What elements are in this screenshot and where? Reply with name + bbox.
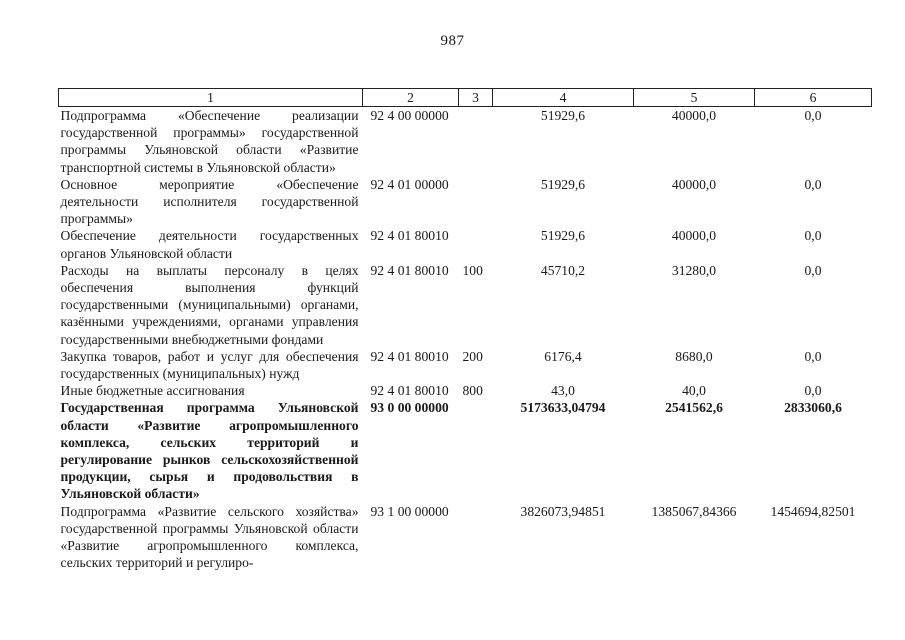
row-code: 93 0 00 00000	[370, 400, 449, 416]
row-value-3: 0,0	[804, 348, 822, 364]
row-expense-type	[459, 227, 493, 261]
table-row-program	[59, 399, 872, 502]
page-number: 987	[440, 33, 465, 49]
row-value-2: 40000,0	[671, 108, 717, 123]
row-expense-type: 800	[462, 383, 483, 399]
row-name: Основное мероприятие «Обеспечение деятельности исполнителя государственной программы»	[60, 176, 359, 227]
row-expense-type	[459, 107, 493, 176]
row-value-1: 43,0	[551, 383, 575, 399]
header-col-1: 1	[59, 89, 363, 107]
row-name: Подпрограмма «Развитие сельского хозяйства» государственной программы Ульяновской области «Развитие агропромышленного комплекса, сельских территорий и регулиро-	[60, 503, 359, 571]
row-name: Государственная программа Ульяновской области «Развитие агропромышленного комплекса, сельских территорий и регулирование рынков сельскохозяйственной продукции, сырья и продовольствия в Ульяновской области»	[60, 400, 359, 502]
row-name: Подпрограмма «Обеспечение реализации государственной программы» государственной программы Ульяновской области «Развитие транспортной системы в Ульяновской области»	[60, 108, 359, 175]
row-value-3: 1454694,82501	[770, 503, 856, 519]
row-name: Иные бюджетные ассигнования	[60, 383, 245, 399]
row-value-2: 40000,0	[671, 228, 717, 244]
row-value-3: 2833060,6	[784, 400, 842, 416]
row-value-3: 0,0	[804, 108, 822, 123]
row-expense-type	[459, 503, 493, 572]
row-value-2: 40,0	[682, 383, 706, 399]
table-row	[59, 382, 872, 399]
table-row	[59, 227, 872, 261]
header-col-2: 2	[363, 89, 459, 107]
table-row	[59, 107, 872, 176]
row-value-2: 8680,0	[675, 348, 713, 364]
row-value-1: 6176,4	[544, 348, 582, 364]
row-expense-type: 200	[462, 348, 483, 364]
row-name: Закупка товаров, работ и услуг для обеспечения государственных (муниципальных) нужд	[60, 348, 359, 382]
header-col-6: 6	[755, 89, 872, 107]
row-value-2: 40000,0	[671, 176, 717, 192]
table-row	[59, 348, 872, 382]
table-row	[59, 262, 872, 348]
row-code: 92 4 01 80010	[370, 383, 449, 399]
row-code: 92 4 00 00000	[370, 108, 449, 123]
header-col-4: 4	[493, 89, 634, 107]
budget-table	[58, 88, 872, 571]
row-code: 92 4 01 80010	[370, 348, 449, 364]
row-value-1: 51929,6	[540, 228, 586, 244]
row-expense-type	[459, 176, 493, 228]
row-expense-type	[459, 399, 493, 502]
row-value-3: 0,0	[804, 383, 822, 399]
row-value-3: 0,0	[804, 262, 822, 278]
row-expense-type: 100	[462, 262, 483, 278]
header-col-3: 3	[459, 89, 493, 107]
header-col-5: 5	[634, 89, 755, 107]
row-code: 92 4 01 00000	[370, 176, 449, 192]
row-value-1: 51929,6	[540, 108, 586, 123]
row-name: Обеспечение деятельности государственных органов Ульяновской области	[60, 228, 359, 261]
row-code: 92 4 01 80010	[370, 228, 449, 244]
row-code: 92 4 01 80010	[370, 262, 449, 278]
row-value-3: 0,0	[804, 228, 822, 244]
row-value-3: 0,0	[804, 176, 822, 192]
table-row	[59, 176, 872, 228]
row-value-1: 3826073,94851	[520, 503, 606, 519]
row-code: 93 1 00 00000	[370, 503, 449, 519]
row-value-1: 51929,6	[540, 176, 586, 192]
row-name: Расходы на выплаты персоналу в целях обеспечения выполнения функций государственными (муниципальными) органами, казёнными учреждениями, органами управления государственными внебюджетными фондами	[60, 262, 359, 347]
header-row	[59, 89, 872, 107]
row-value-1: 45710,2	[540, 262, 586, 278]
row-value-2: 2541562,6	[665, 400, 723, 416]
row-value-2: 1385067,84366	[651, 503, 737, 519]
table-row	[59, 503, 872, 572]
row-value-1: 5173633,04794	[520, 400, 606, 416]
row-value-2: 31280,0	[671, 262, 717, 278]
